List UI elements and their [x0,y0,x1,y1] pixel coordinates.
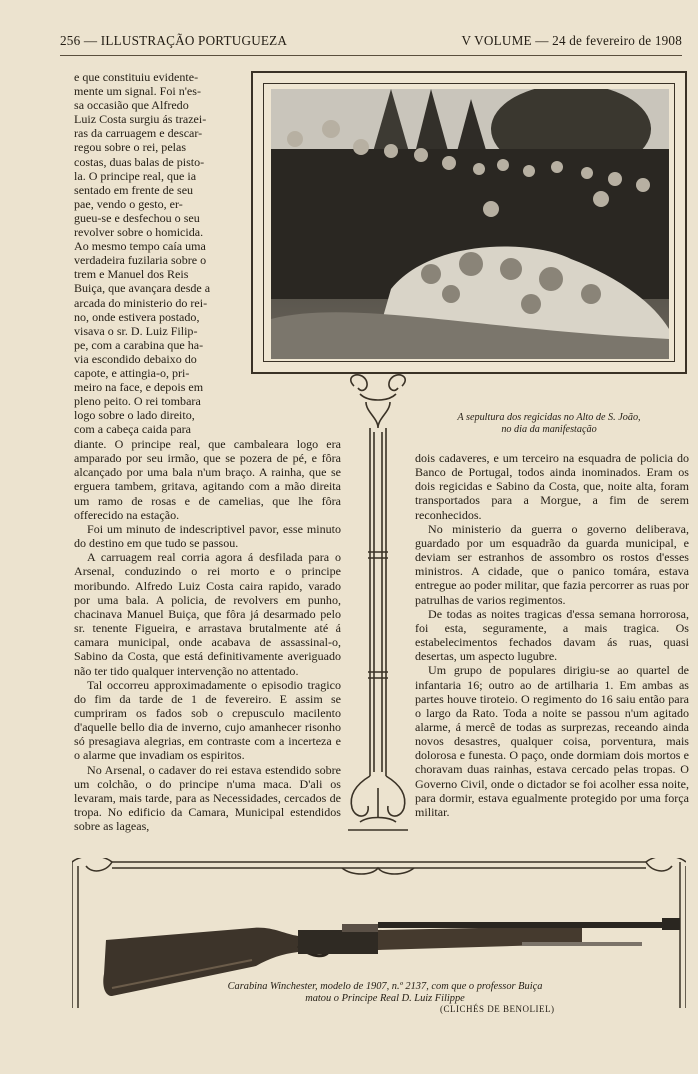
paragraph: Um grupo de populares dirigiu-se ao quartel de infantaria 16; outro ao de artilharia 1. Em ambas as partes houve tiroteio. O regimento do 16 saiu então para o largo da Rato. Toda a noite se passou n'um agitado alarme, á mercê de todas as surprezas, receando ainda novos desastres, qualquer coisa, porventura, mais dolorosa e funesta. O paço, onde dormiam dois mortos e choravam duas rainhas, estava cercado pelas tropas. O Governo Civil, onde o dictador se foi acolher essa noite, para dormir, estava egualmente protegido por uma força militar. [415,663,689,819]
line: revolver sobre o homicida. [74,225,204,240]
header-issue: V VOLUME — 24 de fevereiro de 1908 [461,33,682,48]
paragraph: A carruagem real corria agora á desfilada para o Arsenal, conduzindo o rei morto e o principe moribundo. Alfredo Luiz Costa caira rapido, varado por uma bala. A policia, de revolvers em punho, chacinava Manuel Buiça, que fôra já desarmado pelo sr. tenente Figueira, e arrastava brutalmente até á camara municipal, onde acabava de assassinal-o, Sabino da Costa, que está definitivamente averiguado não ter tido qualquer intervenção no attentado. [74,550,341,678]
line: via escondido debaixo do [74,351,197,366]
line: Luiz Costa surgiu ás trazei- [74,112,207,127]
ornament-divider [340,372,416,842]
paragraph: No ministerio da guerra o governo deliberava, guardado por um esquadrão da guarda municipal, e deviam ser estranhos de assombro os rostos d'esses ministros. A cidade, que o panico tomára, estava entregue ao poder militar, que fazia percorrer as ruas por patrulhas de varios regimentos. [415,521,689,607]
paragraph: dois cadaveres, e um terceiro na esquadra de policia do Banco de Portugal, todos ainda inominados. Eram os dois regicidas e Sabino da Costa, que, noite alta, foram transportados para a Morgue, a fim de serem reconhecidos. [415,451,689,522]
paragraph: No Arsenal, o cadaver do rei estava estendido sobre um colchão, o do principe n'uma maca. D'ali os levaram, mais tarde, para as Necessidades, cercados de tropa. No edificio da Camara, Municipal estendidos sobre as lageas, [74,762,341,834]
line: pleno peito. O rei tombara [74,394,201,409]
line: meiro na face, e depois em [74,380,204,395]
article-column-top [74,70,244,436]
line: mente um signal. Foi n'es- [74,84,201,99]
paragraph: Foi um minuto de indescriptivel pavor, esse minuto do destino em que tudo se passou. [74,521,341,551]
cemetery-photo [271,89,669,359]
line: no, onde estivera postado, [74,309,200,324]
crowd-at-grave-image [271,89,669,359]
line: capote, e attingia-o, pri- [74,365,190,380]
line: logo sobre o lado direito, [74,408,195,423]
line: trem e Manuel dos Reis [74,267,189,282]
line: e que constituiu evidente- [74,70,199,84]
line: ras da carruagem e descar- [74,126,203,141]
line: pe, com a carabina que ha- [74,337,204,352]
article-column-left [74,437,341,833]
line: Ao mesmo tempo caía uma [74,239,206,254]
rifle-caption-line1: Carabina Winchester, modelo de 1907, n.º 2137, com que o professor Buiça [227,981,543,992]
paragraph: De todas as noites tragicas d'essa semana horrorosa, foi esta, seguramente, a mais tragica. Os estabelecimentos fechados davam ás ruas, quasi desertas, um aspecto lugubre. [415,606,689,664]
header-rule [60,55,682,56]
photo-frame [251,71,687,374]
photo-caption-line2: no dia da manifestação [501,424,597,435]
paragraph: diante. O principe real, que cambaleara logo era amparado por seu irmão, que se pozera de pé, e fôra alcançado por uma bala n'um braço. A rainha, que se erguera tambem, gritava, agitando com a mão direita um ramo de rosas e de camelias, que lhe fôra offerecido na estação. [74,437,341,522]
rifle-caption [170,981,600,1005]
article-column-right [415,451,689,819]
line: sentado em frente de seu [74,182,194,197]
line: la. O principe real, que ia [74,168,197,183]
line: arcada do ministerio do rei- [74,295,208,310]
line: sa occasião que Alfredo [74,98,189,113]
paragraph: Tal occorreu approximadamente o episodio tragico do fim da tarde de 1 de fevereiro. E assim se cumpriram os fados sob o crepusculo macilento d'aquelle bello dia de inverno, cujo amanhecer risonho só presagiava alegrias, em contraste com a incerteza e o alarme que invadiam os espiritos. [74,677,341,763]
line: verdadeira fuzilaria sobre o [74,253,207,268]
line: regou sobre o rei, pelas [74,140,187,155]
line: Buiça, que avançara desde a [74,281,211,296]
photo-caption [420,412,678,436]
line: pae, vendo o gesto, er- [74,196,183,211]
page-header [60,33,682,53]
line: com a cabeça caida para [74,422,192,437]
header-title: 256 — ILLUSTRAÇÃO PORTUGUEZA [60,33,288,48]
line: costas, duas balas de pisto- [74,154,205,169]
photo-credit: (CLICHÉS DE BENOLIEL) [440,1004,555,1014]
line: visava o sr. D. Luiz Filip- [74,323,198,338]
rifle-caption-line2: matou o Principe Real D. Luiz Filippe [305,993,465,1004]
photo-caption-line1: A sepultura dos regicidas no Alto de S. João, [457,412,641,423]
line: gueu-se e desfechou o seu [74,210,200,225]
